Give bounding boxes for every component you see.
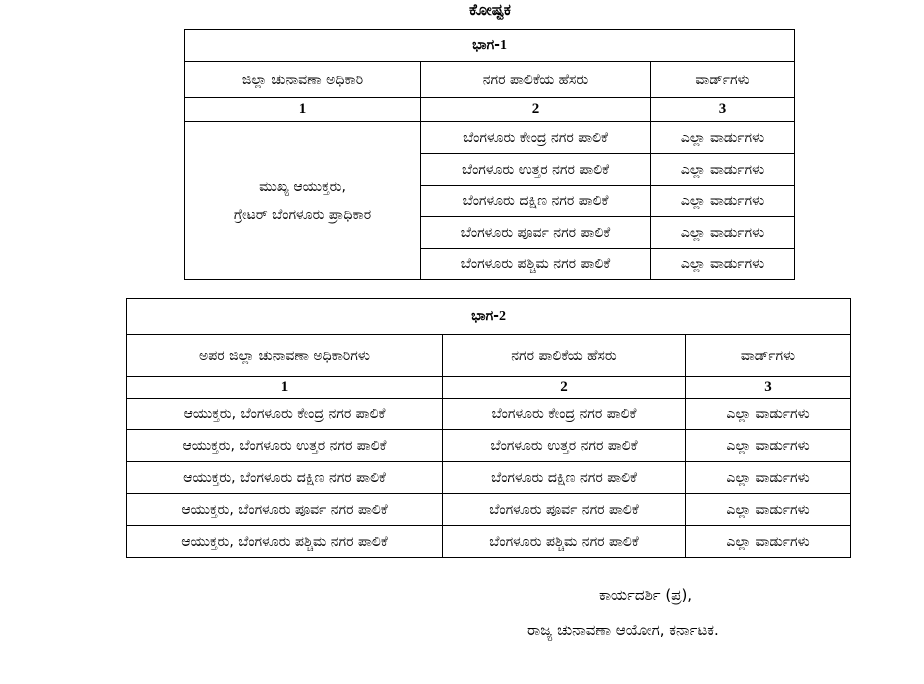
part2-wards-cell: ಎಲ್ಲಾ ವಾರ್ಡುಗಳು bbox=[686, 399, 851, 430]
part1-officer-line2: ಗ್ರೇಟರ್ ಬೆಂಗಳೂರು ಪ್ರಾಧಿಕಾರ bbox=[233, 206, 372, 223]
table-row bbox=[185, 122, 795, 154]
part2-officer-cell: ಆಯುಕ್ತರು, ಬೆಂಗಳೂರು ಕೇಂದ್ರ ನಗರ ಪಾಲಿಕೆ bbox=[127, 399, 443, 430]
part2-header-row bbox=[127, 335, 851, 377]
part2-heading-row bbox=[127, 299, 851, 335]
part2-col-officer-header: ಅಪರ ಜಿಲ್ಲಾ ಚುನಾವಣಾ ಅಧಿಕಾರಿಗಳು bbox=[127, 335, 443, 377]
part1-wards-cell: ಎಲ್ಲಾ ವಾರ್ಡುಗಳು bbox=[651, 154, 795, 186]
part1-header-row bbox=[185, 62, 795, 98]
part1-officer-cell bbox=[185, 122, 421, 280]
part1-col-number-3: 3 bbox=[651, 98, 795, 122]
part2-wards-cell: ಎಲ್ಲಾ ವಾರ್ಡುಗಳು bbox=[686, 462, 851, 494]
part2-heading-prefix: ಭಾಗ- bbox=[471, 308, 499, 324]
signature-designation: ಕಾರ್ಯದರ್ಶಿ (ಪ್ರ), bbox=[599, 586, 693, 604]
part2-number-row bbox=[127, 377, 851, 399]
part1-corporation-cell: ಬೆಂಗಳೂರು ಪೂರ್ವ ನಗರ ಪಾಲಿಕೆ bbox=[421, 217, 651, 249]
part1-corporation-cell: ಬೆಂಗಳೂರು ಉತ್ತರ ನಗರ ಪಾಲಿಕೆ bbox=[421, 154, 651, 186]
part2-corporation-cell: ಬೆಂಗಳೂರು ಕೇಂದ್ರ ನಗರ ಪಾಲಿಕೆ bbox=[443, 399, 686, 430]
part1-col-officer-header: ಜಿಲ್ಲಾ ಚುನಾವಣಾ ಅಧಿಕಾರಿ bbox=[185, 62, 421, 98]
part2-wards-cell: ಎಲ್ಲಾ ವಾರ್ಡುಗಳು bbox=[686, 430, 851, 462]
part1-col-number-1: 1 bbox=[185, 98, 421, 122]
part2-heading-number: 2 bbox=[498, 309, 506, 324]
page-title: ಕೋಷ್ಟಕ bbox=[469, 0, 511, 19]
part2-col-wards-header: ವಾರ್ಡ್‌ಗಳು bbox=[686, 335, 851, 377]
part1-col-corporation-header: ನಗರ ಪಾಲಿಕೆಯ ಹೆಸರು bbox=[421, 62, 651, 98]
part1-wards-cell: ಎಲ್ಲಾ ವಾರ್ಡುಗಳು bbox=[651, 249, 795, 280]
part2-heading bbox=[127, 299, 851, 335]
part2-corporation-cell: ಬೆಂಗಳೂರು ಉತ್ತರ ನಗರ ಪಾಲಿಕೆ bbox=[443, 430, 686, 462]
part2-corporation-cell: ಬೆಂಗಳೂರು ದಕ್ಷಿಣ ನಗರ ಪಾಲಿಕೆ bbox=[443, 462, 686, 494]
table-row bbox=[127, 430, 851, 462]
part2-table bbox=[126, 298, 851, 558]
part1-number-row bbox=[185, 98, 795, 122]
table-row bbox=[127, 462, 851, 494]
part1-table bbox=[184, 29, 795, 280]
part2-officer-cell: ಆಯುಕ್ತರು, ಬೆಂಗಳೂರು ಉತ್ತರ ನಗರ ಪಾಲಿಕೆ bbox=[127, 430, 443, 462]
part1-wards-cell: ಎಲ್ಲಾ ವಾರ್ಡುಗಳು bbox=[651, 186, 795, 217]
part2-col-number-3: 3 bbox=[686, 377, 851, 399]
part2-officer-cell: ಆಯುಕ್ತರು, ಬೆಂಗಳೂರು ಪೂರ್ವ ನಗರ ಪಾಲಿಕೆ bbox=[127, 494, 443, 526]
part2-corporation-cell: ಬೆಂಗಳೂರು ಪೂರ್ವ ನಗರ ಪಾಲಿಕೆ bbox=[443, 494, 686, 526]
part1-wards-cell: ಎಲ್ಲಾ ವಾರ್ಡುಗಳು bbox=[651, 122, 795, 154]
table-row bbox=[127, 494, 851, 526]
part2-col-corporation-header: ನಗರ ಪಾಲಿಕೆಯ ಹೆಸರು bbox=[443, 335, 686, 377]
table-row bbox=[127, 399, 851, 430]
part2-officer-cell: ಆಯುಕ್ತರು, ಬೆಂಗಳೂರು ದಕ್ಷಿಣ ನಗರ ಪಾಲಿಕೆ bbox=[127, 462, 443, 494]
part2-col-number-1: 1 bbox=[127, 377, 443, 399]
part1-corporation-cell: ಬೆಂಗಳೂರು ದಕ್ಷಿಣ ನಗರ ಪಾಲಿಕೆ bbox=[421, 186, 651, 217]
part1-heading-number: 1 bbox=[499, 38, 507, 53]
part2-officer-cell: ಆಯುಕ್ತರು, ಬೆಂಗಳೂರು ಪಶ್ಚಿಮ ನಗರ ಪಾಲಿಕೆ bbox=[127, 526, 443, 558]
part2-col-number-2: 2 bbox=[443, 377, 686, 399]
table-row bbox=[127, 526, 851, 558]
part1-heading bbox=[185, 30, 795, 62]
part1-corporation-cell: ಬೆಂಗಳೂರು ಪಶ್ಚಿಮ ನಗರ ಪಾಲಿಕೆ bbox=[421, 249, 651, 280]
part1-officer-line1: ಮುಖ್ಯ ಆಯುಕ್ತರು, bbox=[259, 178, 346, 195]
part1-heading-row bbox=[185, 30, 795, 62]
part1-wards-cell: ಎಲ್ಲಾ ವಾರ್ಡುಗಳು bbox=[651, 217, 795, 249]
part1-corporation-cell: ಬೆಂಗಳೂರು ಕೇಂದ್ರ ನಗರ ಪಾಲಿಕೆ bbox=[421, 122, 651, 154]
part1-heading-prefix: ಭಾಗ- bbox=[472, 37, 500, 53]
part2-wards-cell: ಎಲ್ಲಾ ವಾರ್ಡುಗಳು bbox=[686, 526, 851, 558]
part2-wards-cell: ಎಲ್ಲಾ ವಾರ್ಡುಗಳು bbox=[686, 494, 851, 526]
part1-col-wards-header: ವಾರ್ಡ್‌ಗಳು bbox=[651, 62, 795, 98]
part2-corporation-cell: ಬೆಂಗಳೂರು ಪಶ್ಚಿಮ ನಗರ ಪಾಲಿಕೆ bbox=[443, 526, 686, 558]
part1-col-number-2: 2 bbox=[421, 98, 651, 122]
signature-office: ರಾಜ್ಯ ಚುನಾವಣಾ ಆಯೋಗ, ಕರ್ನಾಟಕ. bbox=[527, 621, 719, 639]
